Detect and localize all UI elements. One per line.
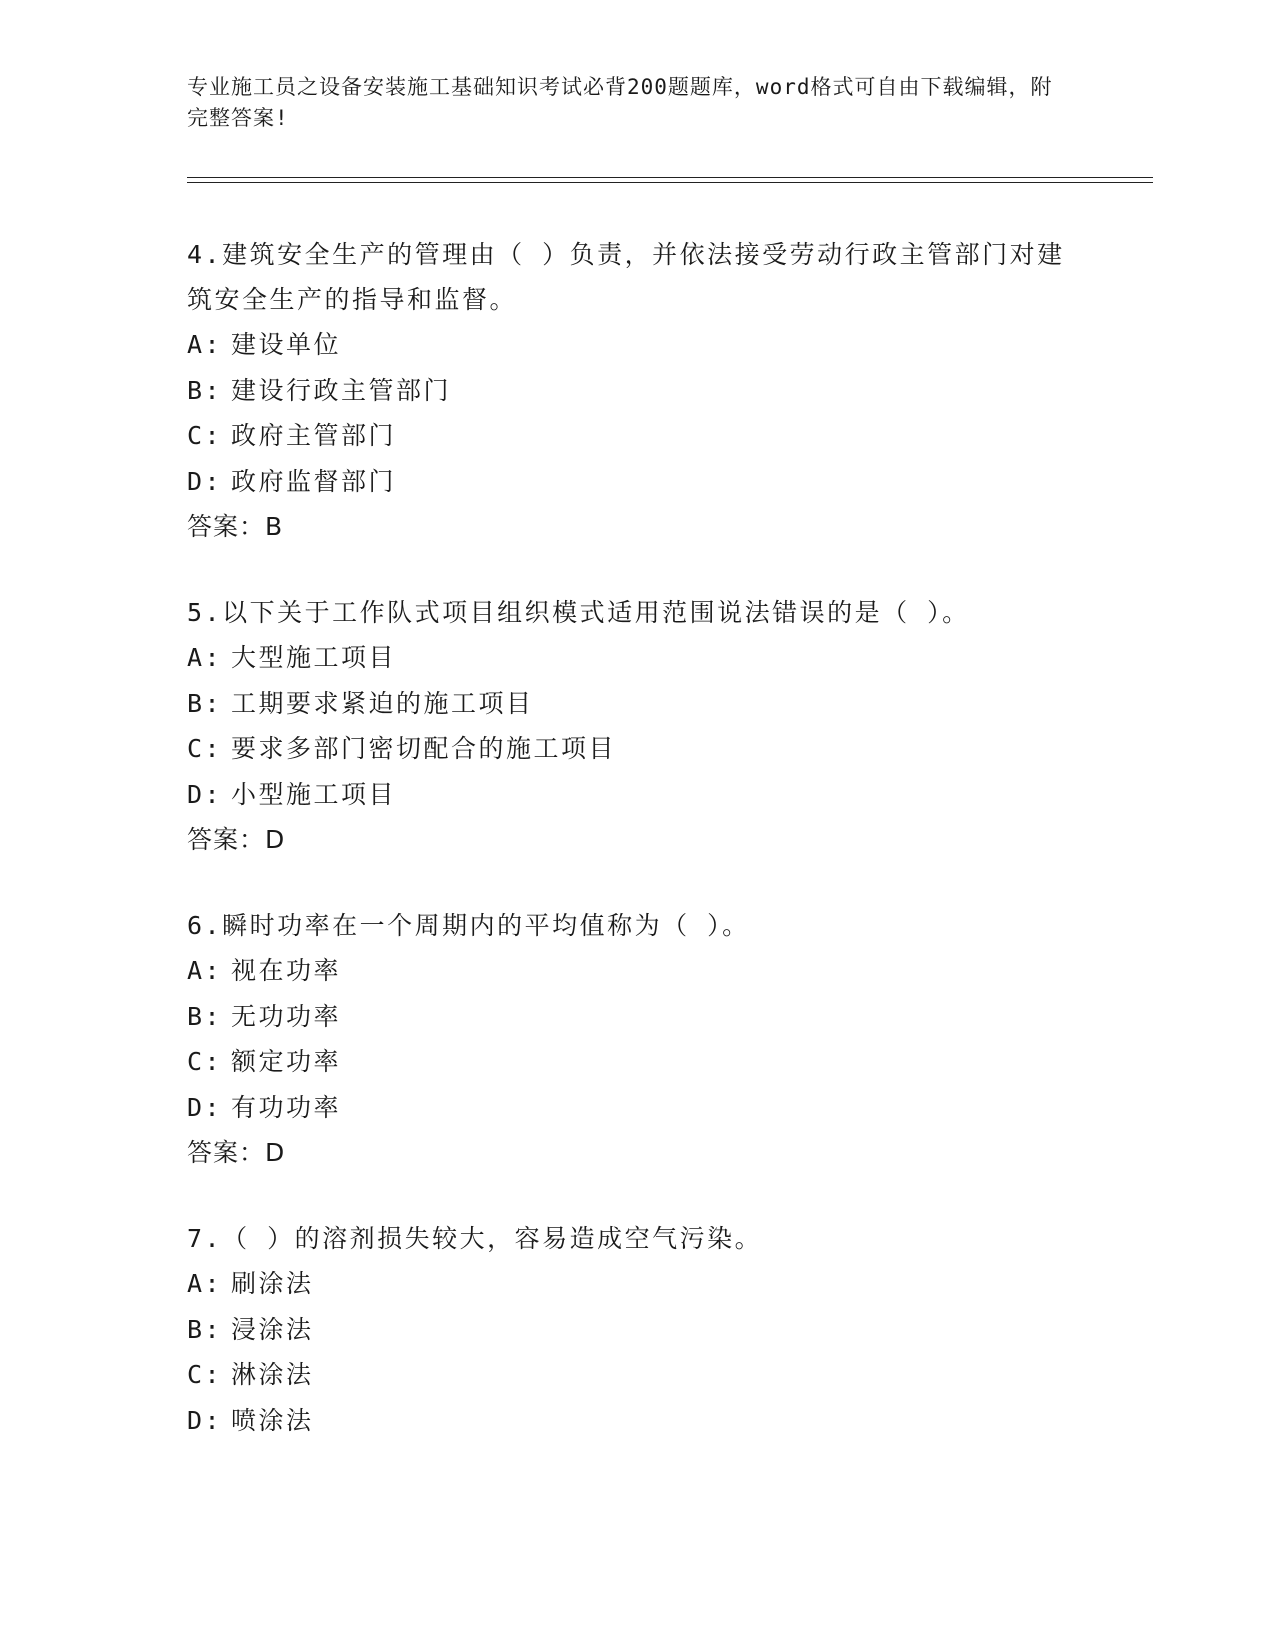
option-key: A: — [187, 330, 223, 359]
option-key: D: — [187, 779, 223, 809]
option-text: 淋涂法 — [231, 1360, 314, 1389]
option-text: 喷涂法 — [231, 1405, 314, 1435]
option-text: 建设单位 — [231, 330, 342, 359]
option-key: A: — [187, 1269, 223, 1298]
header-divider-bottom — [187, 182, 1153, 183]
answer: 答案：D — [187, 1138, 286, 1167]
option-c — [187, 413, 1087, 459]
question-5 — [187, 590, 1087, 862]
option-key: B: — [187, 375, 223, 405]
option-d — [187, 1085, 1087, 1131]
option-text: 大型施工项目 — [231, 643, 397, 672]
question-text: 4.建筑安全生产的管理由（ ）负责，并依法接受劳动行政主管部门对建筑安全生产的指导和监督。 — [187, 240, 1065, 314]
option-text: 无功功率 — [231, 1001, 342, 1031]
option-a — [187, 322, 1087, 368]
option-c — [187, 726, 1087, 772]
option-key: D: — [187, 1092, 223, 1122]
option-d — [187, 772, 1087, 818]
option-text: 浸涂法 — [231, 1314, 314, 1344]
question-7 — [187, 1216, 1087, 1443]
question-list — [187, 232, 1087, 1484]
option-text: 刷涂法 — [231, 1269, 314, 1298]
option-b — [187, 1307, 1087, 1353]
option-text: 有功功率 — [231, 1092, 342, 1122]
question-text: 7.（ ）的溶剂损失较大，容易造成空气污染。 — [187, 1224, 763, 1253]
option-d — [187, 1398, 1087, 1444]
option-text: 建设行政主管部门 — [231, 375, 452, 405]
option-text: 政府主管部门 — [231, 421, 397, 450]
option-a — [187, 1261, 1087, 1307]
option-key: B: — [187, 688, 223, 718]
option-key: B: — [187, 1314, 223, 1344]
option-c — [187, 1039, 1087, 1085]
option-text: 额定功率 — [231, 1047, 342, 1076]
question-text: 5.以下关于工作队式项目组织模式适用范围说法错误的是（ ）。 — [187, 598, 970, 627]
option-key: A: — [187, 643, 223, 672]
option-text: 视在功率 — [231, 956, 342, 985]
question-text: 6.瞬时功率在一个周期内的平均值称为（ ）。 — [187, 911, 750, 940]
document-header: 专业施工员之设备安装施工基础知识考试必背200题题库，word格式可自由下载编辑，附完整答案! — [187, 75, 1053, 130]
option-key: D: — [187, 466, 223, 496]
option-b — [187, 994, 1087, 1040]
option-a — [187, 948, 1087, 994]
option-text: 政府监督部门 — [231, 466, 397, 496]
answer: 答案：D — [187, 825, 286, 854]
option-c — [187, 1352, 1087, 1398]
option-key: C: — [187, 1047, 223, 1076]
option-a — [187, 635, 1087, 681]
option-text: 要求多部门密切配合的施工项目 — [231, 734, 617, 763]
option-key: D: — [187, 1405, 223, 1435]
option-key: C: — [187, 421, 223, 450]
option-key: A: — [187, 956, 223, 985]
question-6 — [187, 903, 1087, 1175]
answer: 答案：B — [187, 512, 284, 541]
option-d — [187, 459, 1087, 505]
option-text: 工期要求紧迫的施工项目 — [231, 688, 534, 718]
header-divider-top — [187, 177, 1153, 178]
option-text: 小型施工项目 — [231, 779, 397, 809]
option-key: C: — [187, 734, 223, 763]
question-4 — [187, 232, 1087, 549]
option-b — [187, 681, 1087, 727]
option-b — [187, 368, 1087, 414]
option-key: B: — [187, 1001, 223, 1031]
option-key: C: — [187, 1360, 223, 1389]
